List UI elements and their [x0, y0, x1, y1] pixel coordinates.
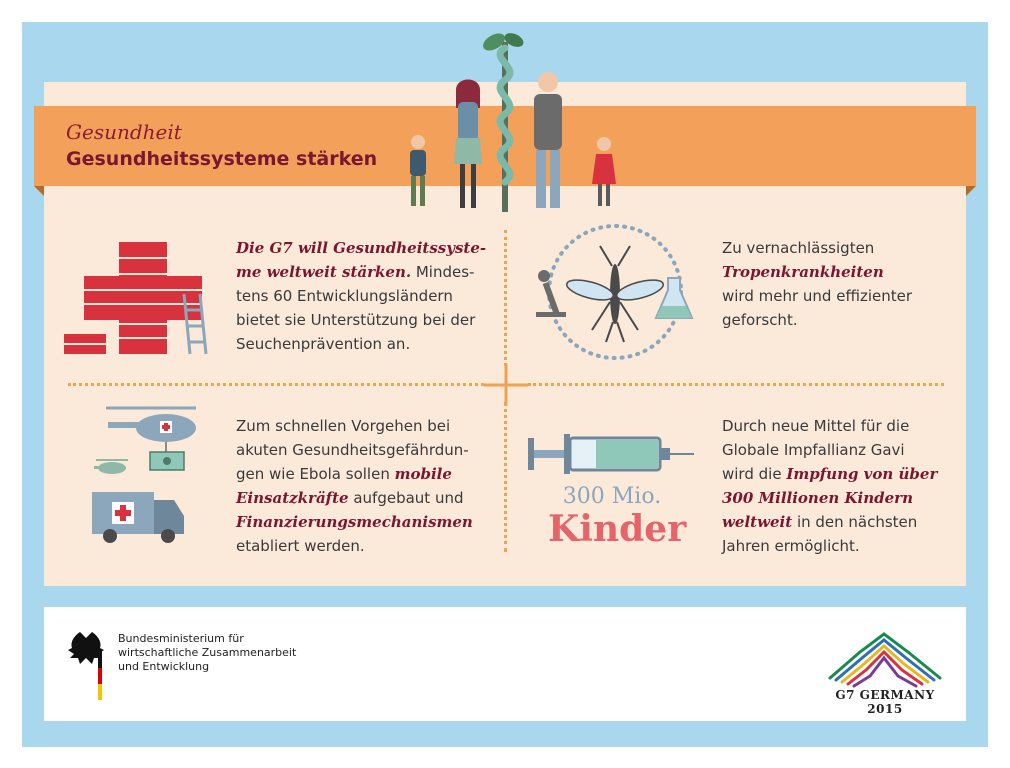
section-kicker: Gesundheit	[66, 120, 182, 144]
ministry-name	[118, 632, 296, 674]
brick-cross-icon	[64, 238, 214, 358]
ministry-line: wirtschaftliche Zusammenarbeit	[118, 646, 297, 659]
text-line: tens 60 Entwicklungsländern	[236, 287, 453, 305]
divider-vertical-bottom	[504, 402, 507, 552]
stat-label: Kinder	[548, 508, 687, 550]
ministry-line: Bundesministerium für	[118, 632, 244, 645]
highlight-line: weltweit	[722, 513, 793, 531]
staff-icon	[480, 30, 525, 212]
text-line: Seuchenprävention an.	[236, 335, 411, 353]
g7-germany-label: G7 GERMANY 2015	[835, 688, 935, 716]
syringe-icon	[526, 424, 696, 484]
emergency-vehicles-icon	[86, 404, 216, 554]
highlight-line: Die G7 will Gesundheitssyste-	[236, 239, 487, 257]
highlight-line: Einsatzkräfte	[236, 489, 349, 507]
highlight-line: 300 Millionen Kindern	[722, 489, 913, 507]
text-line: Globale Impfallianz Gavi	[722, 441, 905, 459]
highlight-line: Impfung von über	[786, 465, 938, 483]
text-line: Zum schnellen Vorgehen bei	[236, 417, 451, 435]
highlight-line: Tropenkrankheiten	[722, 263, 884, 281]
text-line: akuten Gesundheitsgefährdun-	[236, 441, 469, 459]
ambulance-icon	[92, 492, 184, 543]
text-line: etabliert werden.	[236, 537, 365, 555]
helicopter-icon	[106, 408, 196, 442]
text-line: in den nächsten	[792, 513, 918, 531]
text-line: bietet sie Unterstützung bei der	[236, 311, 476, 329]
text-line: wird die	[722, 465, 787, 483]
text-block-vaccination	[722, 414, 937, 558]
banner-fold-left	[34, 186, 44, 196]
banner-fold-right	[966, 186, 976, 196]
federal-eagle-icon	[66, 628, 106, 702]
divider-horizontal-right	[528, 383, 944, 386]
mosquito-icon	[565, 246, 666, 342]
ministry-line: und Entwicklung	[118, 660, 210, 673]
father-figure	[534, 72, 562, 208]
money-bundle-icon	[150, 442, 184, 470]
family-staff-illustration	[390, 28, 630, 218]
text-line: Durch neue Mittel für die	[722, 417, 910, 435]
text-block-mobile-forces	[236, 414, 473, 558]
girl-figure	[592, 137, 616, 206]
small-helicopter-icon	[94, 460, 128, 474]
boy-figure	[410, 135, 426, 206]
mosquito-research-icon	[530, 222, 700, 362]
divider-cross	[484, 364, 528, 406]
text-line: geforscht.	[722, 311, 798, 329]
page-title: Gesundheitssysteme stärken	[66, 148, 378, 170]
text-line: wird mehr und effizienter	[722, 287, 912, 305]
text-line: gen wie Ebola sollen	[236, 465, 395, 483]
text-line: aufgebaut und	[348, 489, 464, 507]
text-line: Jahren ermöglicht.	[722, 537, 860, 555]
text-block-health-systems	[236, 236, 486, 356]
divider-vertical-top	[504, 230, 507, 366]
highlight-line: me weltweit stärken.	[236, 263, 412, 281]
mother-figure	[454, 80, 482, 209]
text-line: Zu vernachlässigten	[722, 239, 875, 257]
g7-mountain-logo	[826, 628, 944, 688]
divider-horizontal-left	[68, 383, 484, 386]
highlight-line: Finanzierungsmechanismen	[236, 513, 473, 531]
text-line: Mindes-	[411, 263, 475, 281]
stat-amount: 300 Mio.	[562, 484, 662, 509]
text-block-tropical-diseases	[722, 236, 912, 332]
highlight-line: mobile	[394, 465, 452, 483]
